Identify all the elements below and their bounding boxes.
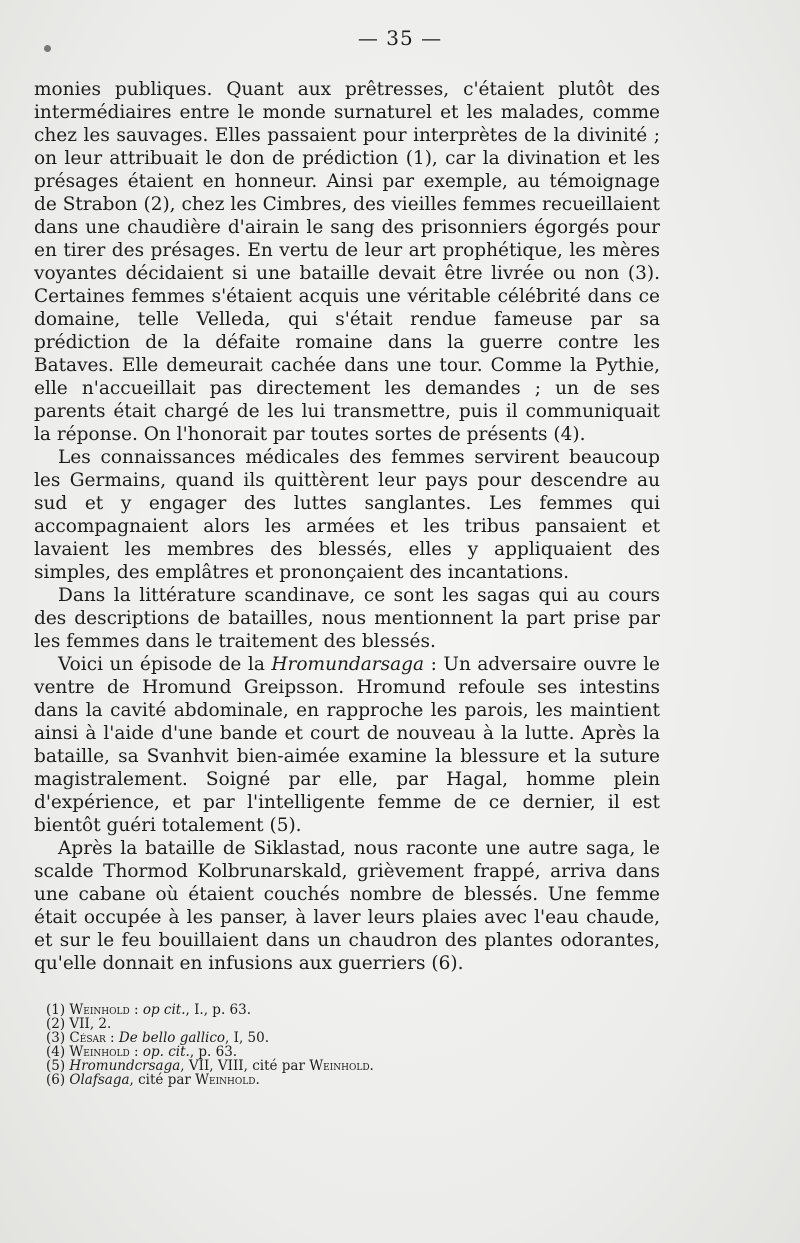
text-run: : bbox=[105, 1030, 119, 1046]
page-number: — 35 — bbox=[357, 26, 443, 50]
italic-text: De bello gallico bbox=[118, 1030, 226, 1046]
text-run: (4) bbox=[46, 1044, 70, 1060]
paragraph bbox=[34, 78, 660, 446]
author-name: Weinhold bbox=[69, 1044, 130, 1060]
footnote bbox=[46, 1059, 546, 1073]
text-run: monies publiques. Quant aux prêtresses, c'étaient plutôt des intermédiaires entre le monde surnaturel et les malades, comme chez les sauvages. Elles passaient pour interprètes de la divinité ; on leur attribuait le don de prédiction (1), car la divination et les présages étaient en honneur. Ainsi par exemple, au témoignage de Strabon (2), chez les Cimbres, des vieilles femmes recueillaient dans une chaudière d'airain le sang des prisonniers égorgés pour en tirer des présages. En vertu de leur art prophétique, les mères voyantes décidaient si une bataille devait être livrée ou non (3). Certaines femmes s'étaient acquis une véritable célébrité dans ce domaine, telle Velleda, qui s'était rendue fameuse par sa prédiction de la défaite romaine dans la guerre contre les Bataves. Elle demeurait cachée dans une tour. Comme la Pythie, elle n'accueillait pas directement les demandes ; un de ses parents était chargé de les lui transmettre, puis il communiquait la réponse. On l'honorait par toutes sortes de présents (4). bbox=[34, 79, 660, 445]
paragraph bbox=[34, 446, 660, 584]
text-run: Après la bataille de Siklastad, nous raconte une autre saga, le scalde Thormod Kolbrunarskald, grièvement frappé, arriva dans une cabane où étaient couchés nombre de blessés. Une femme était occupée à les panser, à laver leurs plaies avec l'eau chaude, et sur le feu bouillaient dans un chaudron des plantes odorantes, qu'elle donnait en infusions aux guerriers (6). bbox=[34, 838, 660, 974]
author-name: Weinhold bbox=[195, 1072, 256, 1088]
text-run: (1) bbox=[46, 1002, 70, 1018]
footnote bbox=[46, 1003, 546, 1017]
text-run: , p. 63. bbox=[189, 1044, 238, 1060]
author-name: Weinhold bbox=[309, 1058, 370, 1074]
text-run: Voici un épisode de la bbox=[58, 654, 272, 675]
footnote bbox=[46, 1017, 546, 1031]
italic-text: Hromundcrsaga bbox=[69, 1058, 181, 1074]
text-run: : bbox=[129, 1044, 143, 1060]
text-run: . bbox=[255, 1072, 260, 1088]
text-run: (6) bbox=[46, 1072, 70, 1088]
text-run: , I., p. 63. bbox=[185, 1002, 251, 1018]
text-run: Les connaissances médicales des femmes servirent beaucoup les Germains, quand ils quittèrent leur pays pour descendre au sud et y engager des luttes sanglantes. Les femmes qui accompagnaient alors les armées et les tribus pansaient et lavaient les membres des blessés, elles y appliquaient des simples, des emplâtres et prononçaient des incantations. bbox=[34, 447, 660, 583]
ink-speck bbox=[44, 45, 51, 52]
italic-text: Olafsaga bbox=[69, 1072, 130, 1088]
paragraph bbox=[34, 653, 660, 837]
author-name: César bbox=[69, 1030, 106, 1046]
body-text bbox=[34, 78, 660, 975]
text-run: (3) bbox=[46, 1030, 70, 1046]
text-run: : Un adversaire ouvre le ventre de Hromund Greipsson. Hromund refoule ses intestins dans la cavité abdominale, en rapproche les parois, les maintient ainsi à l'aide d'une bande et court de nouveau à la lutte. Après la bataille, sa Svanhvit bien-aimée examine la blessure et la suture magistralement. Soigné par elle, par Hagal, homme plein d'expérience, et par l'intelligente femme de ce dernier, il est bientôt guéri totalement (5). bbox=[34, 654, 660, 836]
text-run: (2) VII, 2. bbox=[46, 1016, 112, 1032]
footnote bbox=[46, 1031, 546, 1045]
italic-text: Hromundarsaga bbox=[271, 654, 425, 675]
italic-text: op. cit. bbox=[142, 1044, 190, 1060]
text-run: , I, 50. bbox=[225, 1030, 269, 1046]
text-run: , VII, VIII, cité par bbox=[180, 1058, 310, 1074]
author-name: Weinhold bbox=[69, 1002, 130, 1018]
text-run: . bbox=[369, 1058, 374, 1074]
text-run: , cité par bbox=[129, 1072, 196, 1088]
text-run: : bbox=[129, 1002, 143, 1018]
footnotes bbox=[46, 1003, 546, 1087]
text-run: Dans la littérature scandinave, ce sont les sagas qui au cours des descriptions de batailles, nous mentionnent la part prise par les femmes dans le traitement des blessés. bbox=[34, 585, 660, 652]
footnote bbox=[46, 1073, 546, 1087]
italic-text: op cit. bbox=[142, 1002, 186, 1018]
footnote bbox=[46, 1045, 546, 1059]
paragraph bbox=[34, 584, 660, 653]
text-run: (5) bbox=[46, 1058, 70, 1074]
paragraph bbox=[34, 837, 660, 975]
